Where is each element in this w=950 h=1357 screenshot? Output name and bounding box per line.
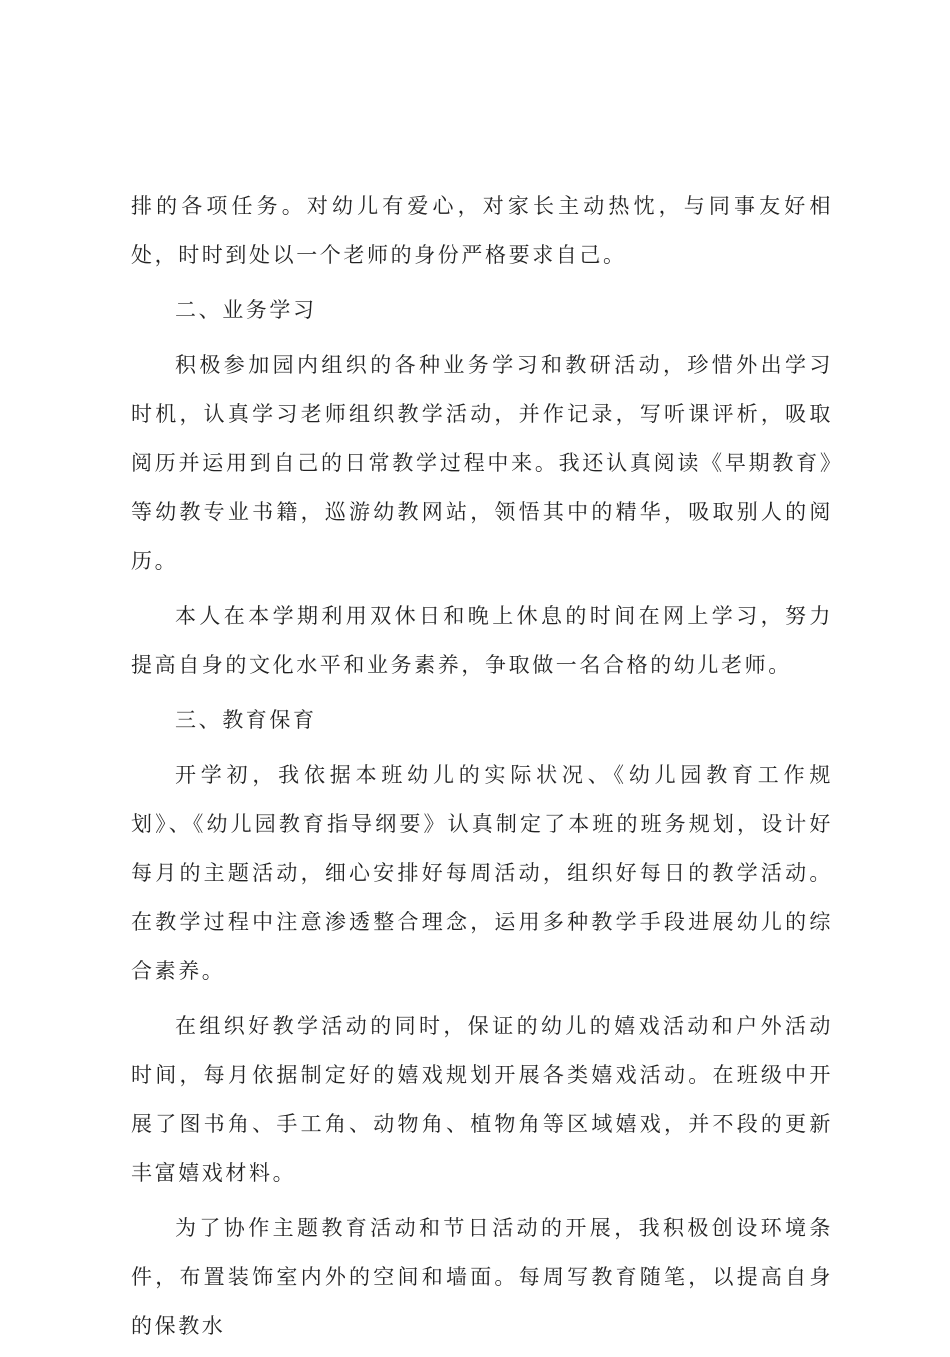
paragraph-online-learning: 本人在本学期利用双休日和晚上休息的时间在网上学习，努力提高自身的文化水平和业务素养，争取做一名合格的幼儿老师。 [131,604,833,677]
paragraph-study-activities: 积极参加园内组织的各种业务学习和教研活动，珍惜外出学习时机，认真学习老师组织教学活动，并作记录，写听课评析，吸取阅历并运用到自己的日常教学过程中来。我还认真阅读《早期教育》等幼教专业书籍，巡游幼教网站，领悟其中的精华，吸取别人的阅历。 [131,353,833,573]
paragraph-continuation: 排的各项任务。对幼儿有爱心，对家长主动热忱，与同事友好相处，时时到处以一个老师的身份严格要求自己。 [131,194,833,267]
section-heading-education-care: 三、教育保育 [175,708,317,732]
section-heading-business-study: 二、业务学习 [175,298,317,322]
paragraph-semester-plan: 开学初，我依据本班幼儿的实际状况、《幼儿园教育工作规划》、《幼儿园教育指导纲要》认真制定了本班的班务规划，设计好每月的主题活动，细心安排好每周活动，组织好每日的教学活动。在教学过程中注意渗透整合理念，运用多种教学手段进展幼儿的综合素养。 [131,763,833,983]
document-body [131,182,833,1357]
paragraph-environment: 为了协作主题教育活动和节日活动的开展，我积极创设环境条件，布置装饰室内外的空间和墙面。每周写教育随笔，以提高自身的保教水 [131,1216,833,1338]
paragraph-play-activities: 在组织好教学活动的同时，保证的幼儿的嬉戏活动和户外活动时间，每月依据制定好的嬉戏规划开展各类嬉戏活动。在班级中开展了图书角、手工角、动物角、植物角等区域嬉戏，并不段的更新丰富嬉戏材料。 [131,1014,833,1185]
